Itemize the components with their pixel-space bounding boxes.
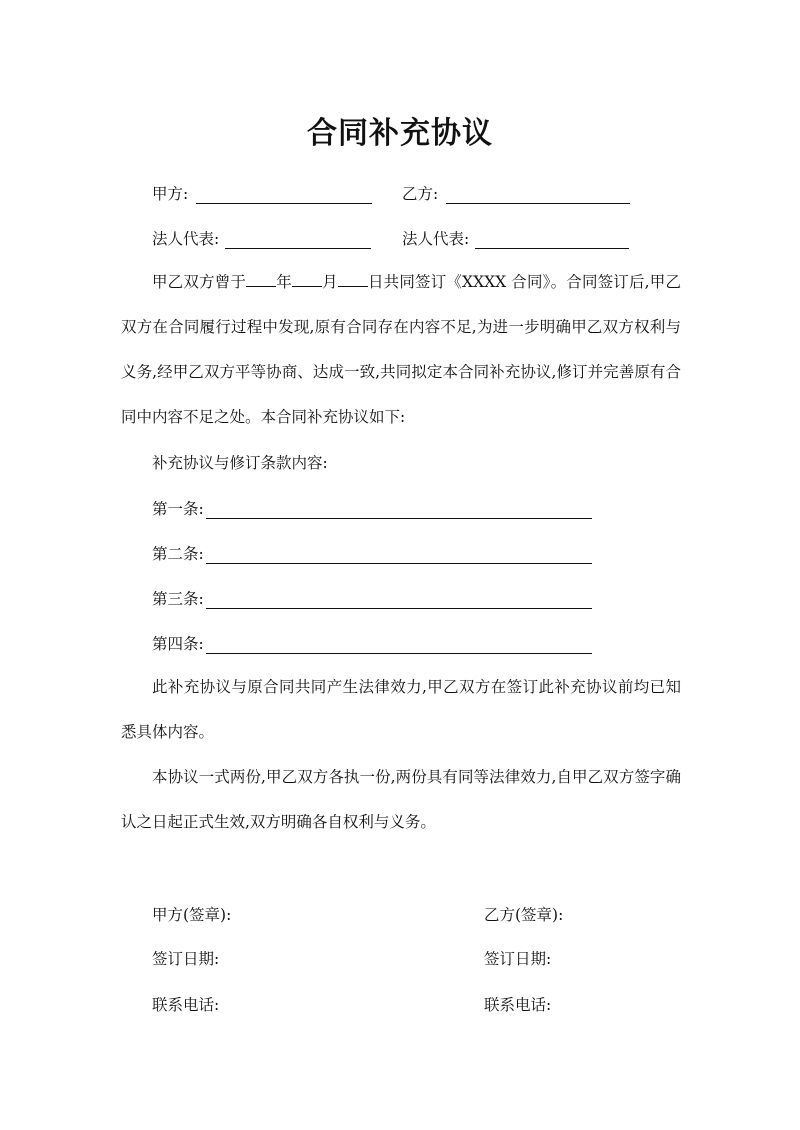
document-title: 合同补充协议: [307, 116, 493, 151]
clause-label: 第四条:: [152, 635, 204, 653]
legal-rep-a-blank[interactable]: [225, 232, 371, 249]
intro-month: 月: [321, 273, 338, 291]
party-b-label: 乙方:: [402, 185, 439, 203]
party-a-field: [152, 184, 372, 204]
clause-label: 第一条:: [152, 500, 204, 518]
phone-a-label: 联系电话:: [152, 996, 220, 1014]
phone-b-label: 联系电话:: [484, 996, 552, 1014]
party-a-label: 甲方:: [152, 185, 189, 203]
clause-blank[interactable]: [206, 637, 592, 654]
clauses-heading: 补充协议与修订条款内容:: [152, 454, 328, 472]
intro-day-text: 日共同签订《XXXX 合同》。合同签订后,甲乙双方在合同履行过程中发现,原有合同存在内容不足,为进一步明确甲乙双方权利与义务,经甲乙双方平等协商、达成一致,共同拟定本合同补充协议,修订并完善原有合同中内容不足之处。本合同补充协议如下:: [121, 273, 681, 426]
clause-label: 第三条:: [152, 590, 204, 608]
sign-date-b-label: 签订日期:: [484, 950, 552, 968]
party-a-blank[interactable]: [196, 187, 372, 204]
clause-blank[interactable]: [206, 502, 592, 519]
party-a-seal-label: 甲方(签章):: [152, 906, 232, 924]
clause-label: 第二条:: [152, 545, 204, 563]
legal-rep-a-label: 法人代表:: [152, 230, 220, 248]
legal-rep-b-blank[interactable]: [475, 232, 629, 249]
legal-rep-b-label: 法人代表:: [402, 230, 470, 248]
party-b-blank[interactable]: [446, 187, 630, 204]
intro-paragraph: [121, 260, 681, 440]
month-blank[interactable]: [292, 270, 322, 287]
clause-blank[interactable]: [206, 592, 592, 609]
clause-item: [152, 499, 592, 519]
party-b-field: [402, 184, 630, 204]
party-b-seal-label: 乙方(签章):: [484, 906, 564, 924]
effect-paragraph-1: 此补充协议与原合同共同产生法律效力,甲乙双方在签订此补充协议前均已知悉具体内容。: [121, 678, 681, 741]
clause-item: [152, 544, 592, 564]
legal-rep-a-field: [152, 229, 371, 249]
intro-year: 年: [276, 273, 292, 291]
legal-rep-b-field: [402, 229, 629, 249]
intro-part1: 甲乙双方曾于: [152, 273, 247, 291]
clause-item: [152, 634, 592, 654]
year-blank[interactable]: [246, 270, 276, 287]
day-blank[interactable]: [338, 270, 368, 287]
clause-blank[interactable]: [206, 547, 592, 564]
clause-item: [152, 589, 592, 609]
sign-date-a-label: 签订日期:: [152, 950, 220, 968]
effect-paragraph-2: 本协议一式两份,甲乙双方各执一份,两份具有同等法律效力,自甲乙双方签字确认之日起正式生效,双方明确各自权利与义务。: [121, 768, 681, 831]
